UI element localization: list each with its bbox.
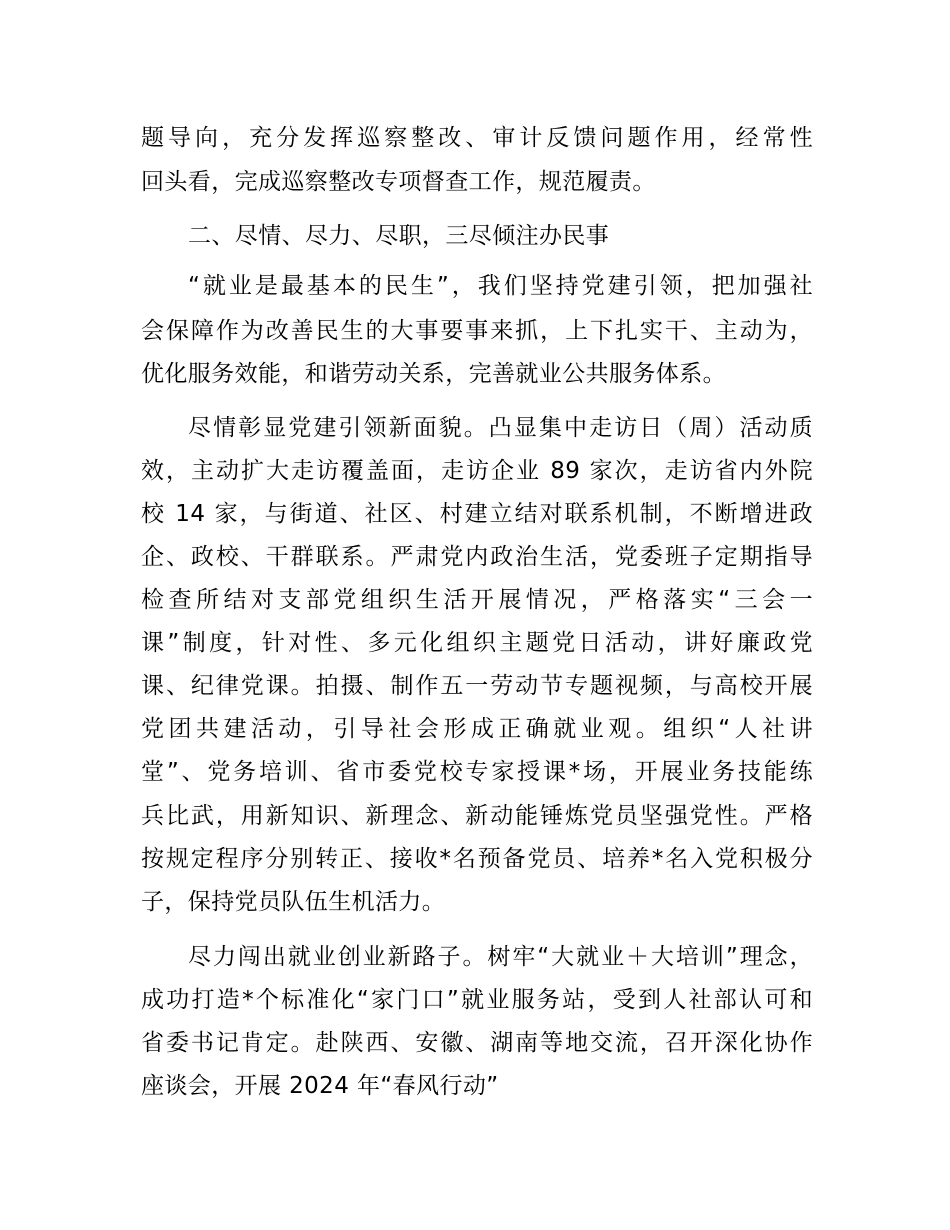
section-heading: 二、尽情、尽力、尽职，三尽倾注办民事	[188, 223, 610, 249]
body-text-line: 座谈会，开展 2024 年“春风行动”	[141, 1073, 499, 1099]
body-text-line: 尽情彰显党建引领新面貌。凸显集中走访日（周）活动质	[188, 415, 813, 441]
body-text-line: 课、纪律党课。拍摄、制作五一劳动节专题视频，与高校开展	[141, 673, 813, 699]
body-text-line: 按规定程序分别转正、接收*名预备党员、培养*名入党积极分	[141, 846, 813, 872]
body-text-line: 子，保持党员队伍生机活力。	[141, 889, 446, 915]
body-text-line: 堂”、党务培训、省市委党校专家授课*场，开展业务技能练	[141, 759, 813, 785]
body-text-line: 校 14 家，与街道、社区、村建立结对联系机制，不断增进政	[141, 501, 813, 527]
body-text-line: 尽力闯出就业创业新路子。树牢“大就业＋大培训”理念，	[188, 944, 813, 970]
body-text-line: 优化服务效能，和谐劳动关系，完善就业公共服务体系。	[141, 361, 726, 387]
body-text-line: 效，主动扩大走访覆盖面，走访企业 89 家次，走访省内外院	[141, 458, 813, 484]
body-text-line: 兵比武，用新知识、新理念、新动能锤炼党员坚强党性。严格	[141, 803, 813, 829]
body-text-line: 党团共建活动，引导社会形成正确就业观。组织“人社讲	[141, 716, 813, 742]
body-text-line: 省委书记肯定。赴陕西、安徽、湖南等地交流，召开深化协作	[141, 1030, 813, 1056]
body-text-line: 回头看，完成巡察整改专项督查工作，规范履责。	[141, 169, 656, 195]
body-text-line: 题导向，充分发挥巡察整改、审计反馈问题作用，经常性	[141, 125, 813, 151]
body-text-line: 检查所结对支部党组织生活开展情况，严格落实“三会一	[141, 587, 813, 613]
body-text-line: “就业是最基本的民生”，我们坚持党建引领，把加强社	[188, 273, 813, 299]
body-text-line: 企、政校、干群联系。严肃党内政治生活，党委班子定期指导	[141, 544, 813, 570]
body-text-line: 成功打造*个标准化“家门口”就业服务站，受到人社部认可和	[141, 987, 813, 1013]
body-text-line: 课”制度，针对性、多元化组织主题党日活动，讲好廉政党	[141, 630, 813, 656]
body-text-line: 会保障作为改善民生的大事要事来抓，上下扎实干、主动为，	[141, 318, 813, 344]
